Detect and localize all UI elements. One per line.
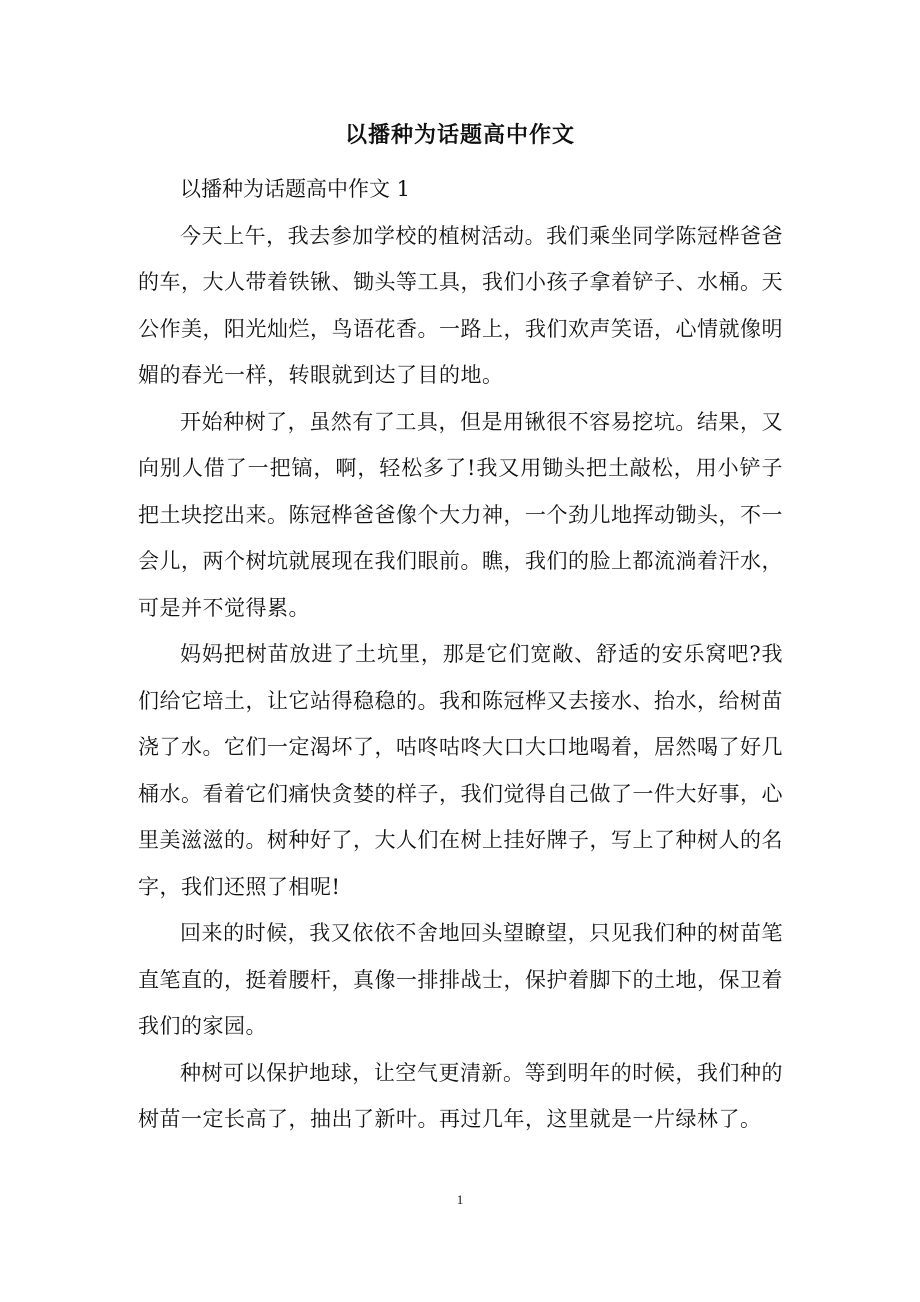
document-body <box>138 166 783 1143</box>
page-number: 1 <box>456 1192 464 1207</box>
paragraph-1: 今天上午，我去参加学校的植树活动。我们乘坐同学陈冠桦爸爸的车，大人带着铁锹、锄头等工具，我们小孩子拿着铲子、水桶。天公作美，阳光灿烂，鸟语花香。一路上，我们欢声笑语，心情就像明媚的春光一样，转眼就到达了目的地。 <box>138 223 783 387</box>
paragraph-2: 开始种树了，虽然有了工具，但是用锹很不容易挖坑。结果，又向别人借了一把镐，啊，轻松多了!我又用锄头把土敲松，用小铲子把土块挖出来。陈冠桦爸爸像个大力神，一个劲儿地挥动锄头，不一会儿，两个树坑就展现在我们眼前。瞧，我们的脸上都流淌着汗水，可是并不觉得累。 <box>138 409 783 620</box>
paragraph-5: 种树可以保护地球，让空气更清新。等到明年的时候，我们种的树苗一定长高了，抽出了新叶。再过几年，这里就是一片绿林了。 <box>138 1060 783 1131</box>
paragraph-4: 回来的时候，我又依依不舍地回头望瞭望，只见我们种的树苗笔直笔直的，挺着腰杆，真像一排排战士，保护着脚下的土地，保卫着我们的家园。 <box>138 921 783 1038</box>
essay-subtitle: 以播种为话题高中作文 1 <box>180 177 411 201</box>
document-title: 以播种为话题高中作文 <box>344 122 575 148</box>
paragraph-3: 妈妈把树苗放进了土坑里，那是它们宽敞、舒适的安乐窝吧?我们给它培土，让它站得稳稳的。我和陈冠桦又去接水、抬水，给树苗浇了水。它们一定渴坏了，咕咚咕咚大口大口地喝着，居然喝了好几桶水。看着它们痛快贪婪的样子，我们觉得自己做了一件大好事，心里美滋滋的。树种好了，大人们在树上挂好牌子，写上了种树人的名字，我们还照了相呢! <box>138 642 783 899</box>
